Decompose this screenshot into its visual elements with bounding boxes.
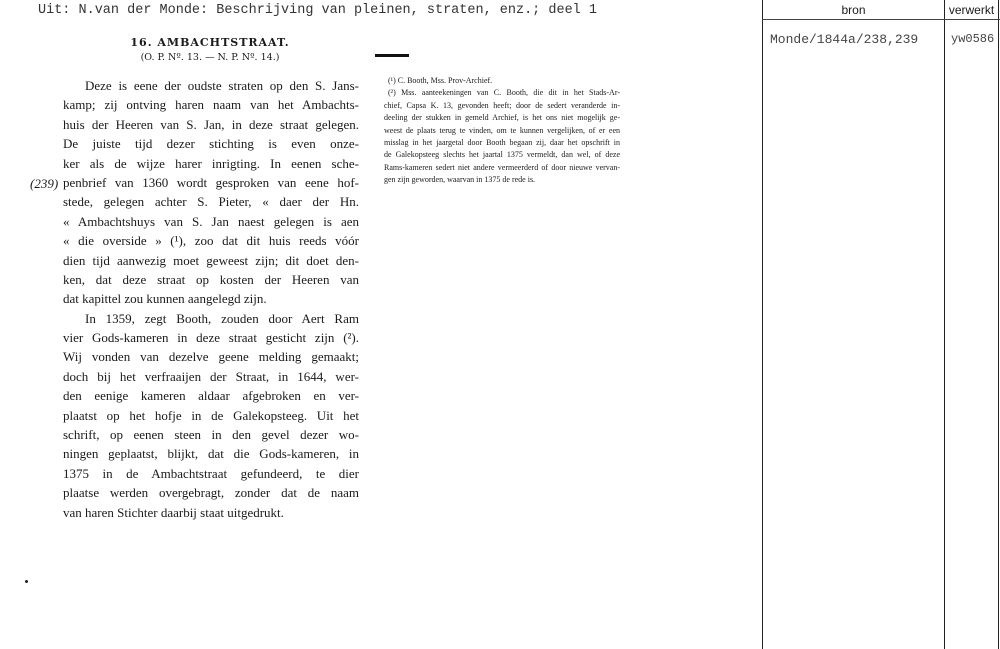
article-line: In 1359, zegt Booth, zouden door Aert Ram (85, 310, 359, 326)
footnotes (384, 75, 620, 187)
source-header: Uit: N.van der Monde: Beschrijving van pleinen, straten, enz.; deel 1 (38, 3, 597, 18)
scan-speck (25, 580, 28, 583)
handwritten-page-note: (239) (30, 176, 59, 191)
footnote-line: misslag in het jaargetal door Booth begaan zij, daar het opschrift in (384, 137, 620, 147)
table-border-left (762, 0, 763, 649)
footnote-line: deeling der stukken in gemeld Archief, is het ons niet mogelijk ge- (384, 113, 620, 123)
footnote-line: (¹) C. Booth, Mss. Prov-Archief. (388, 76, 493, 85)
footnote-line: de Galekopsteeg slechts het jaartal 1375 vermeldt, dan wel, of deze (384, 150, 620, 160)
table-column-divider (944, 0, 945, 649)
article-line: kamp; zij ontving haren naam van het Ambachts- (63, 97, 359, 113)
article-line: schrift, op eenen steen in den gevel dezer wo- (63, 427, 359, 443)
article-line: ningen geplaatst, blijkt, dat die Gods-kameren, in (63, 446, 359, 462)
article-line: « die overside » (¹), zoo dat dit huis reeds vóór (63, 233, 359, 249)
article-body (63, 76, 359, 522)
article-line: dat kapittel zou kunnen aangelegd zijn. (63, 291, 267, 307)
table-border-right (998, 0, 999, 649)
separator-dash (375, 54, 409, 57)
article-line: vier Gods-kameren in deze straat gesticht zijn (²). (63, 330, 359, 346)
footnote-line: Rams-kameren sedert niet andere vermeerderd of door nieuwe vervan- (384, 162, 620, 172)
cell-verwerkt: yw0586 (951, 32, 995, 46)
article-line: Wij vonden van dezelve geene melding gemaakt; (63, 349, 359, 365)
article-line: ker als de wijze harer inrigting. In eenen sche- (63, 155, 359, 171)
article-line: van haren Stichter daarbij staat uitgedrukt. (63, 504, 284, 520)
article-line: 1375 in de Ambachtstraat gefundeerd, te dier (63, 465, 359, 481)
article-line: plaatst op het hofje in de Galekopsteeg. Uit het (63, 407, 359, 423)
article-subtitle: (O. P. Nº. 13. — N. P. Nº. 14.) (140, 52, 280, 63)
article-line: De juiste tijd dezer stichting is even onze- (63, 136, 359, 152)
article-line: penbrief van 1360 wordt gesproken van eene hof- (63, 174, 359, 190)
footnote-line: (²) Mss. aanteekeningen van C. Booth, die dit in het Stads-Ar- (388, 88, 620, 98)
footnote-line: chief, Capsa K. 13, gevonden heeft; door de sedert veranderde in- (384, 100, 620, 110)
article-line: ken, dat deze straat op kosten der Heeren van (63, 271, 359, 287)
footnote-line: gen zijn geworden, waarvan in 1375 de rede is. (384, 175, 536, 185)
table-header-divider (762, 19, 1000, 20)
article-line: doch bij het verfraaijen der Straat, in 1644, wer- (63, 368, 359, 384)
article-line: « Ambachtshuys van S. Jan naest gelegen is aen (63, 213, 359, 229)
article-line: Deze is eene der oudste straten op den S. Jans- (85, 78, 359, 93)
cell-bron: Monde/1844a/238,239 (770, 32, 919, 47)
article-line: stede, gelegen achter S. Pieter, « daer der Hn. (63, 194, 359, 210)
article-line: dien tijd aanwezig moet geweest zijn; dit doet den- (63, 252, 359, 268)
footnote-line: weest de plaats terug te vinden, om te kunnen vergelijken, of er een (384, 125, 620, 135)
article-line: huis der Heeren van S. Jan, in deze straat gelegen. (63, 116, 359, 132)
article-line: plaatse werden overgebragt, zonder dat de naam (63, 485, 359, 501)
article-line: den eenige kameren aldaar afgebroken en ver- (63, 388, 359, 404)
column-header-verwerkt: verwerkt (948, 3, 995, 17)
article-title: 16. AMBACHTSTRAAT. (130, 36, 290, 49)
column-header-bron: bron (841, 3, 866, 17)
